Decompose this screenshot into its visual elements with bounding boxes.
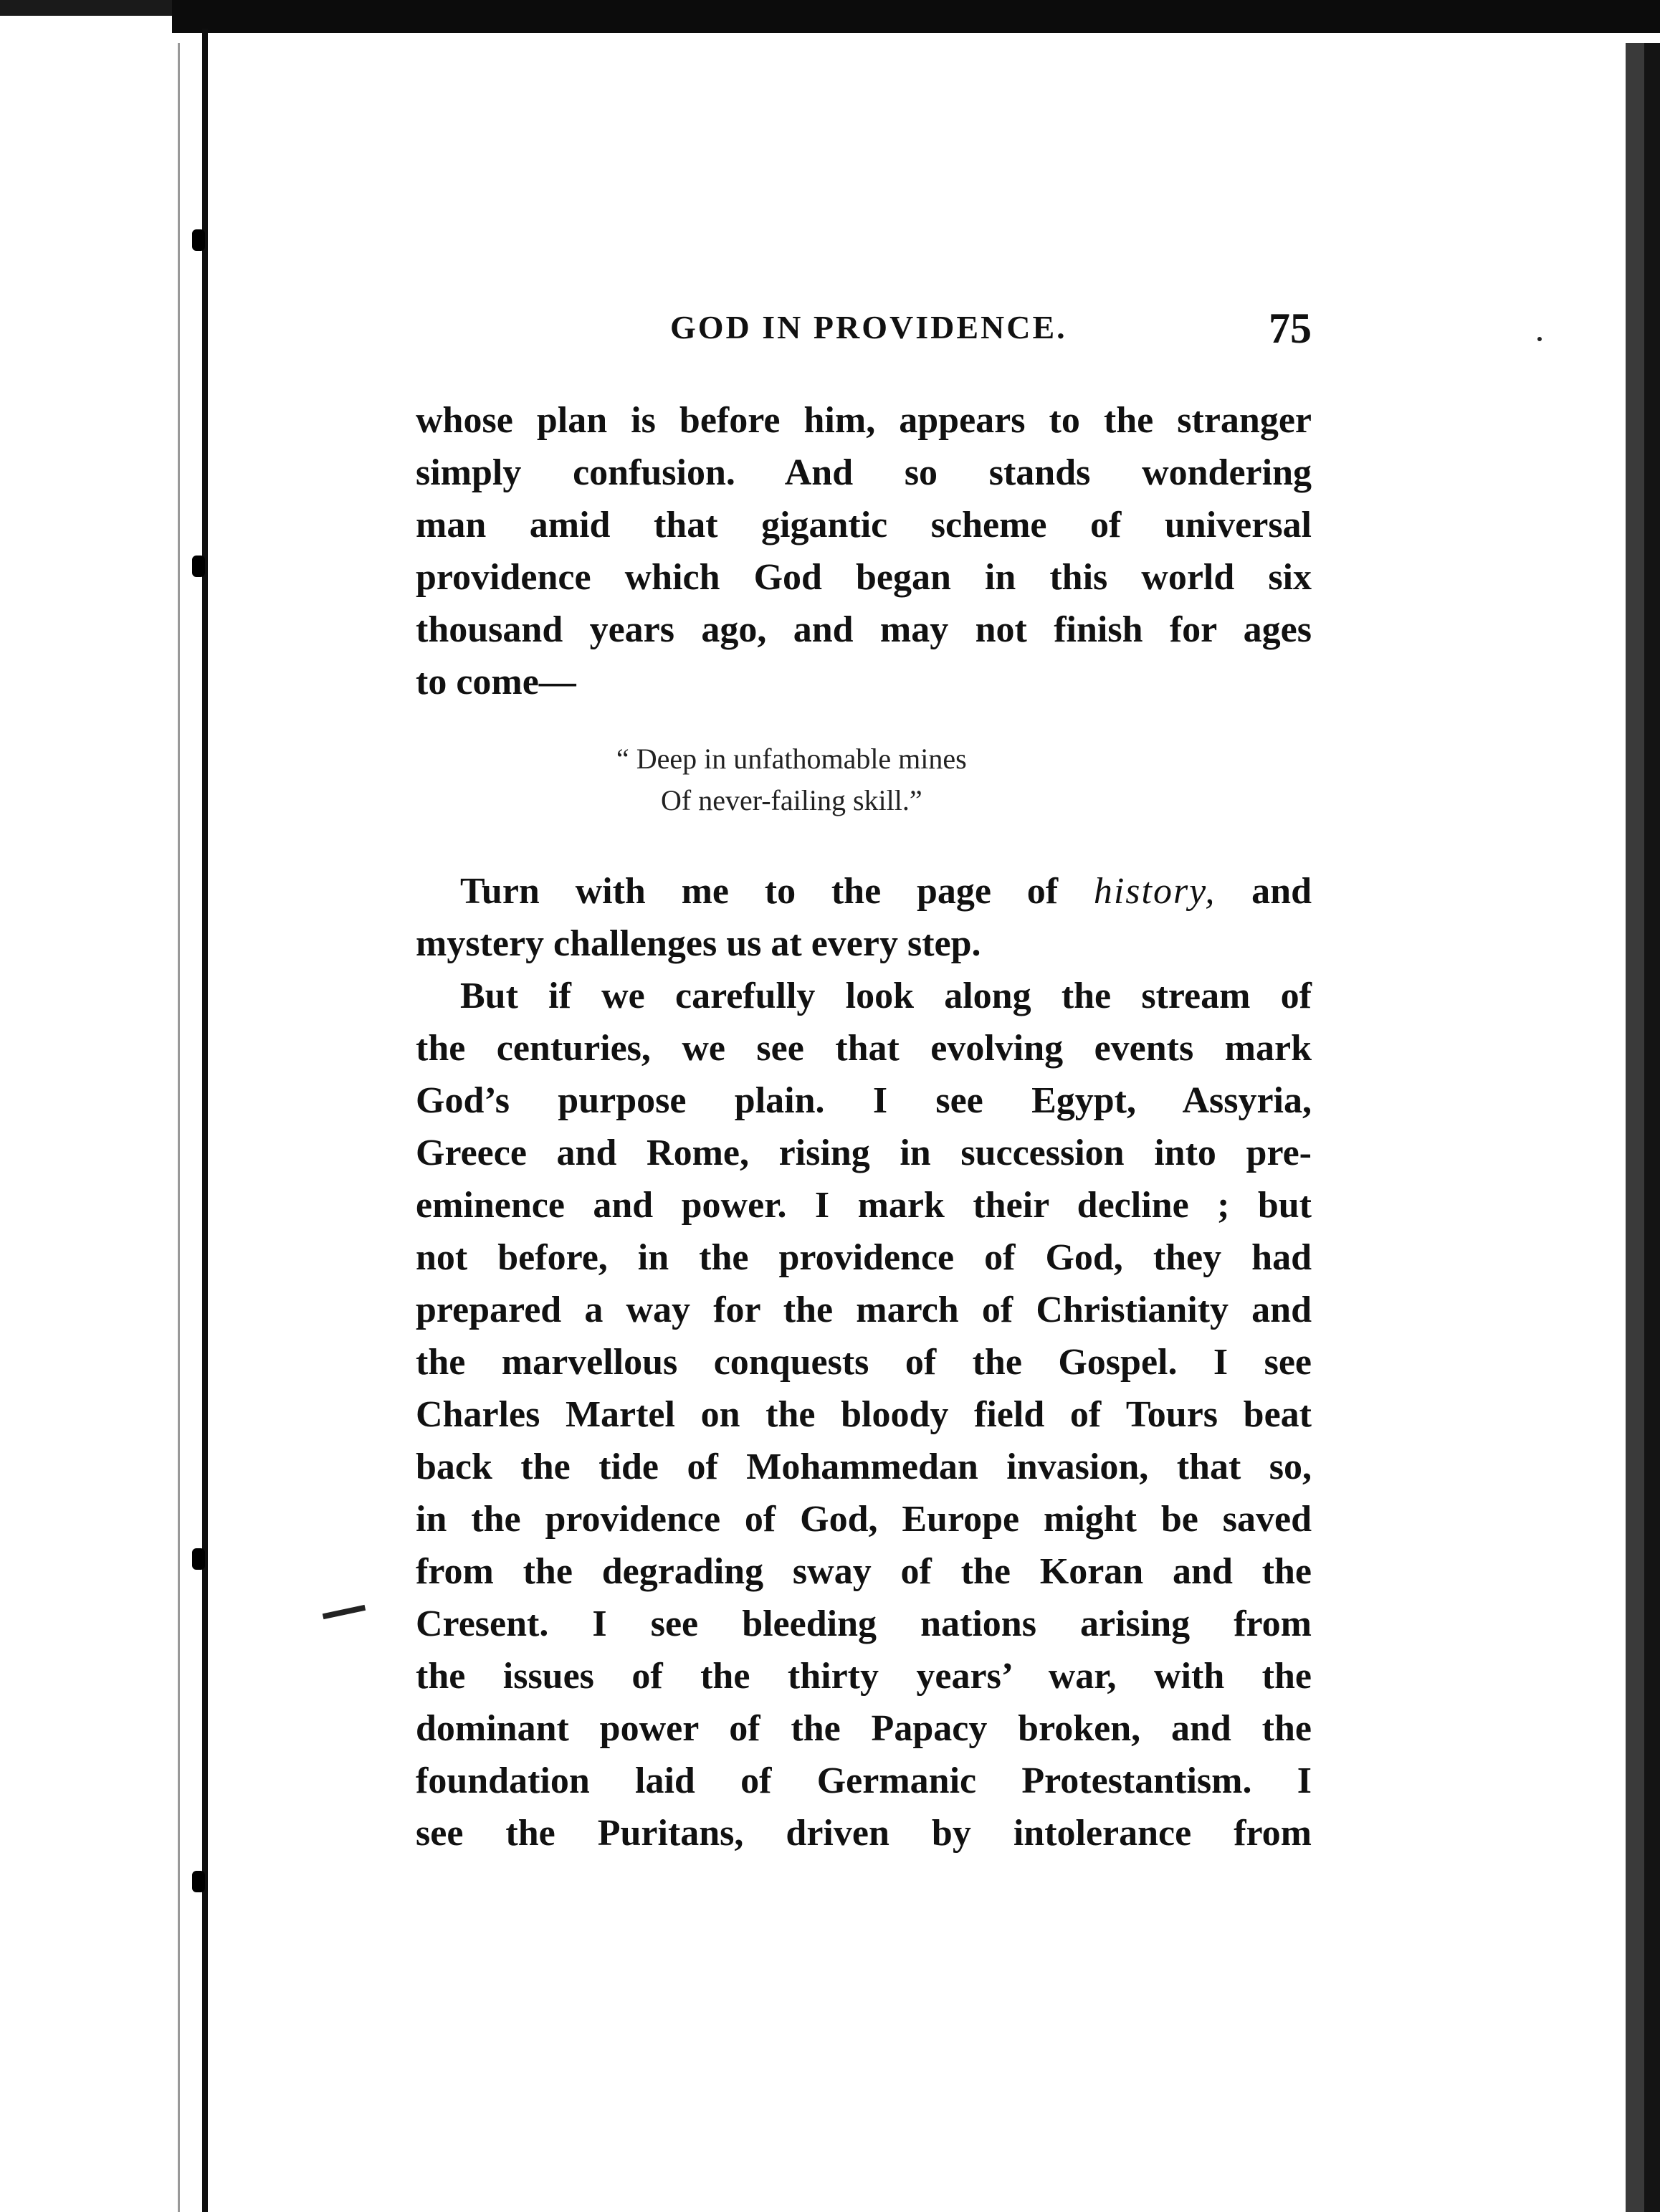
text-line: the centuries, we see that evolving events mark	[416, 1028, 1312, 1069]
text-run: and	[1251, 871, 1312, 912]
text-line: from the degrading sway of the Koran and the	[416, 1551, 1312, 1592]
binding-hole	[192, 1871, 205, 1892]
paragraph-continued	[416, 394, 1312, 708]
text-line: dominant power of the Papacy broken, and the	[416, 1708, 1312, 1749]
text-line: see the Puritans, driven by intolerance from	[416, 1813, 1312, 1854]
verse-quote	[616, 738, 1132, 821]
scan-edge-top-left	[0, 0, 172, 16]
binding-hole	[192, 229, 205, 251]
text-line: mystery challenges us at every step.	[416, 923, 981, 964]
text-line: foundation laid of Germanic Protestantism. I	[416, 1760, 1312, 1801]
paragraph-centuries	[416, 970, 1312, 1859]
text-line: eminence and power. I mark their decline ; but	[416, 1185, 1312, 1226]
text-line: prepared a way for the march of Christianity and	[416, 1289, 1312, 1330]
scan-edge-right	[1626, 43, 1644, 2212]
text-line: back the tide of Mohammedan invasion, that so,	[416, 1446, 1312, 1487]
running-head	[416, 305, 1312, 366]
text-line: not before, in the providence of God, they had	[416, 1237, 1312, 1278]
text-line: simply confusion. And so stands wondering	[416, 452, 1312, 493]
text-line	[416, 865, 1312, 917]
text-line: man amid that gigantic scheme of universal	[416, 505, 1312, 545]
text-line: in the providence of God, Europe might be saved	[416, 1499, 1312, 1540]
verse-line: Of never-failing skill.”	[661, 784, 922, 816]
text-line: the issues of the thirty years’ war, with the	[416, 1656, 1312, 1697]
text-line: the marvellous conquests of the Gospel. I see	[416, 1342, 1312, 1383]
scan-edge-right-dark	[1644, 43, 1660, 2212]
binding-hole	[192, 556, 205, 577]
text-line: to come—	[416, 662, 576, 702]
text-line: thousand years ago, and may not finish for ages	[416, 609, 1312, 650]
page-number: 75	[1269, 305, 1312, 352]
paragraph-history	[416, 865, 1312, 970]
text-line: Charles Martel on the bloody field of Tours beat	[416, 1394, 1312, 1435]
text-line: Greece and Rome, rising in succession into pre-	[416, 1133, 1312, 1173]
text-line: God’s purpose plain. I see Egypt, Assyria,	[416, 1080, 1312, 1121]
text-line: whose plan is before him, appears to the stranger	[416, 400, 1312, 441]
text-line: providence which God began in this world six	[416, 557, 1312, 598]
italic-word: history,	[1093, 871, 1216, 912]
ink-speck	[1537, 337, 1542, 341]
text-line: But if we carefully look along the stream of	[460, 976, 1312, 1016]
verse-line: “ Deep in unfathomable mines	[616, 743, 967, 775]
running-title: GOD IN PROVIDENCE.	[670, 309, 1067, 345]
text-line: Cresent. I see bleeding nations arising from	[416, 1603, 1312, 1644]
scan-edge-top	[172, 0, 1660, 33]
gutter-shadow	[178, 43, 180, 2212]
text-run: Turn with me to the page of	[460, 871, 1059, 912]
binding-hole	[192, 1548, 205, 1570]
